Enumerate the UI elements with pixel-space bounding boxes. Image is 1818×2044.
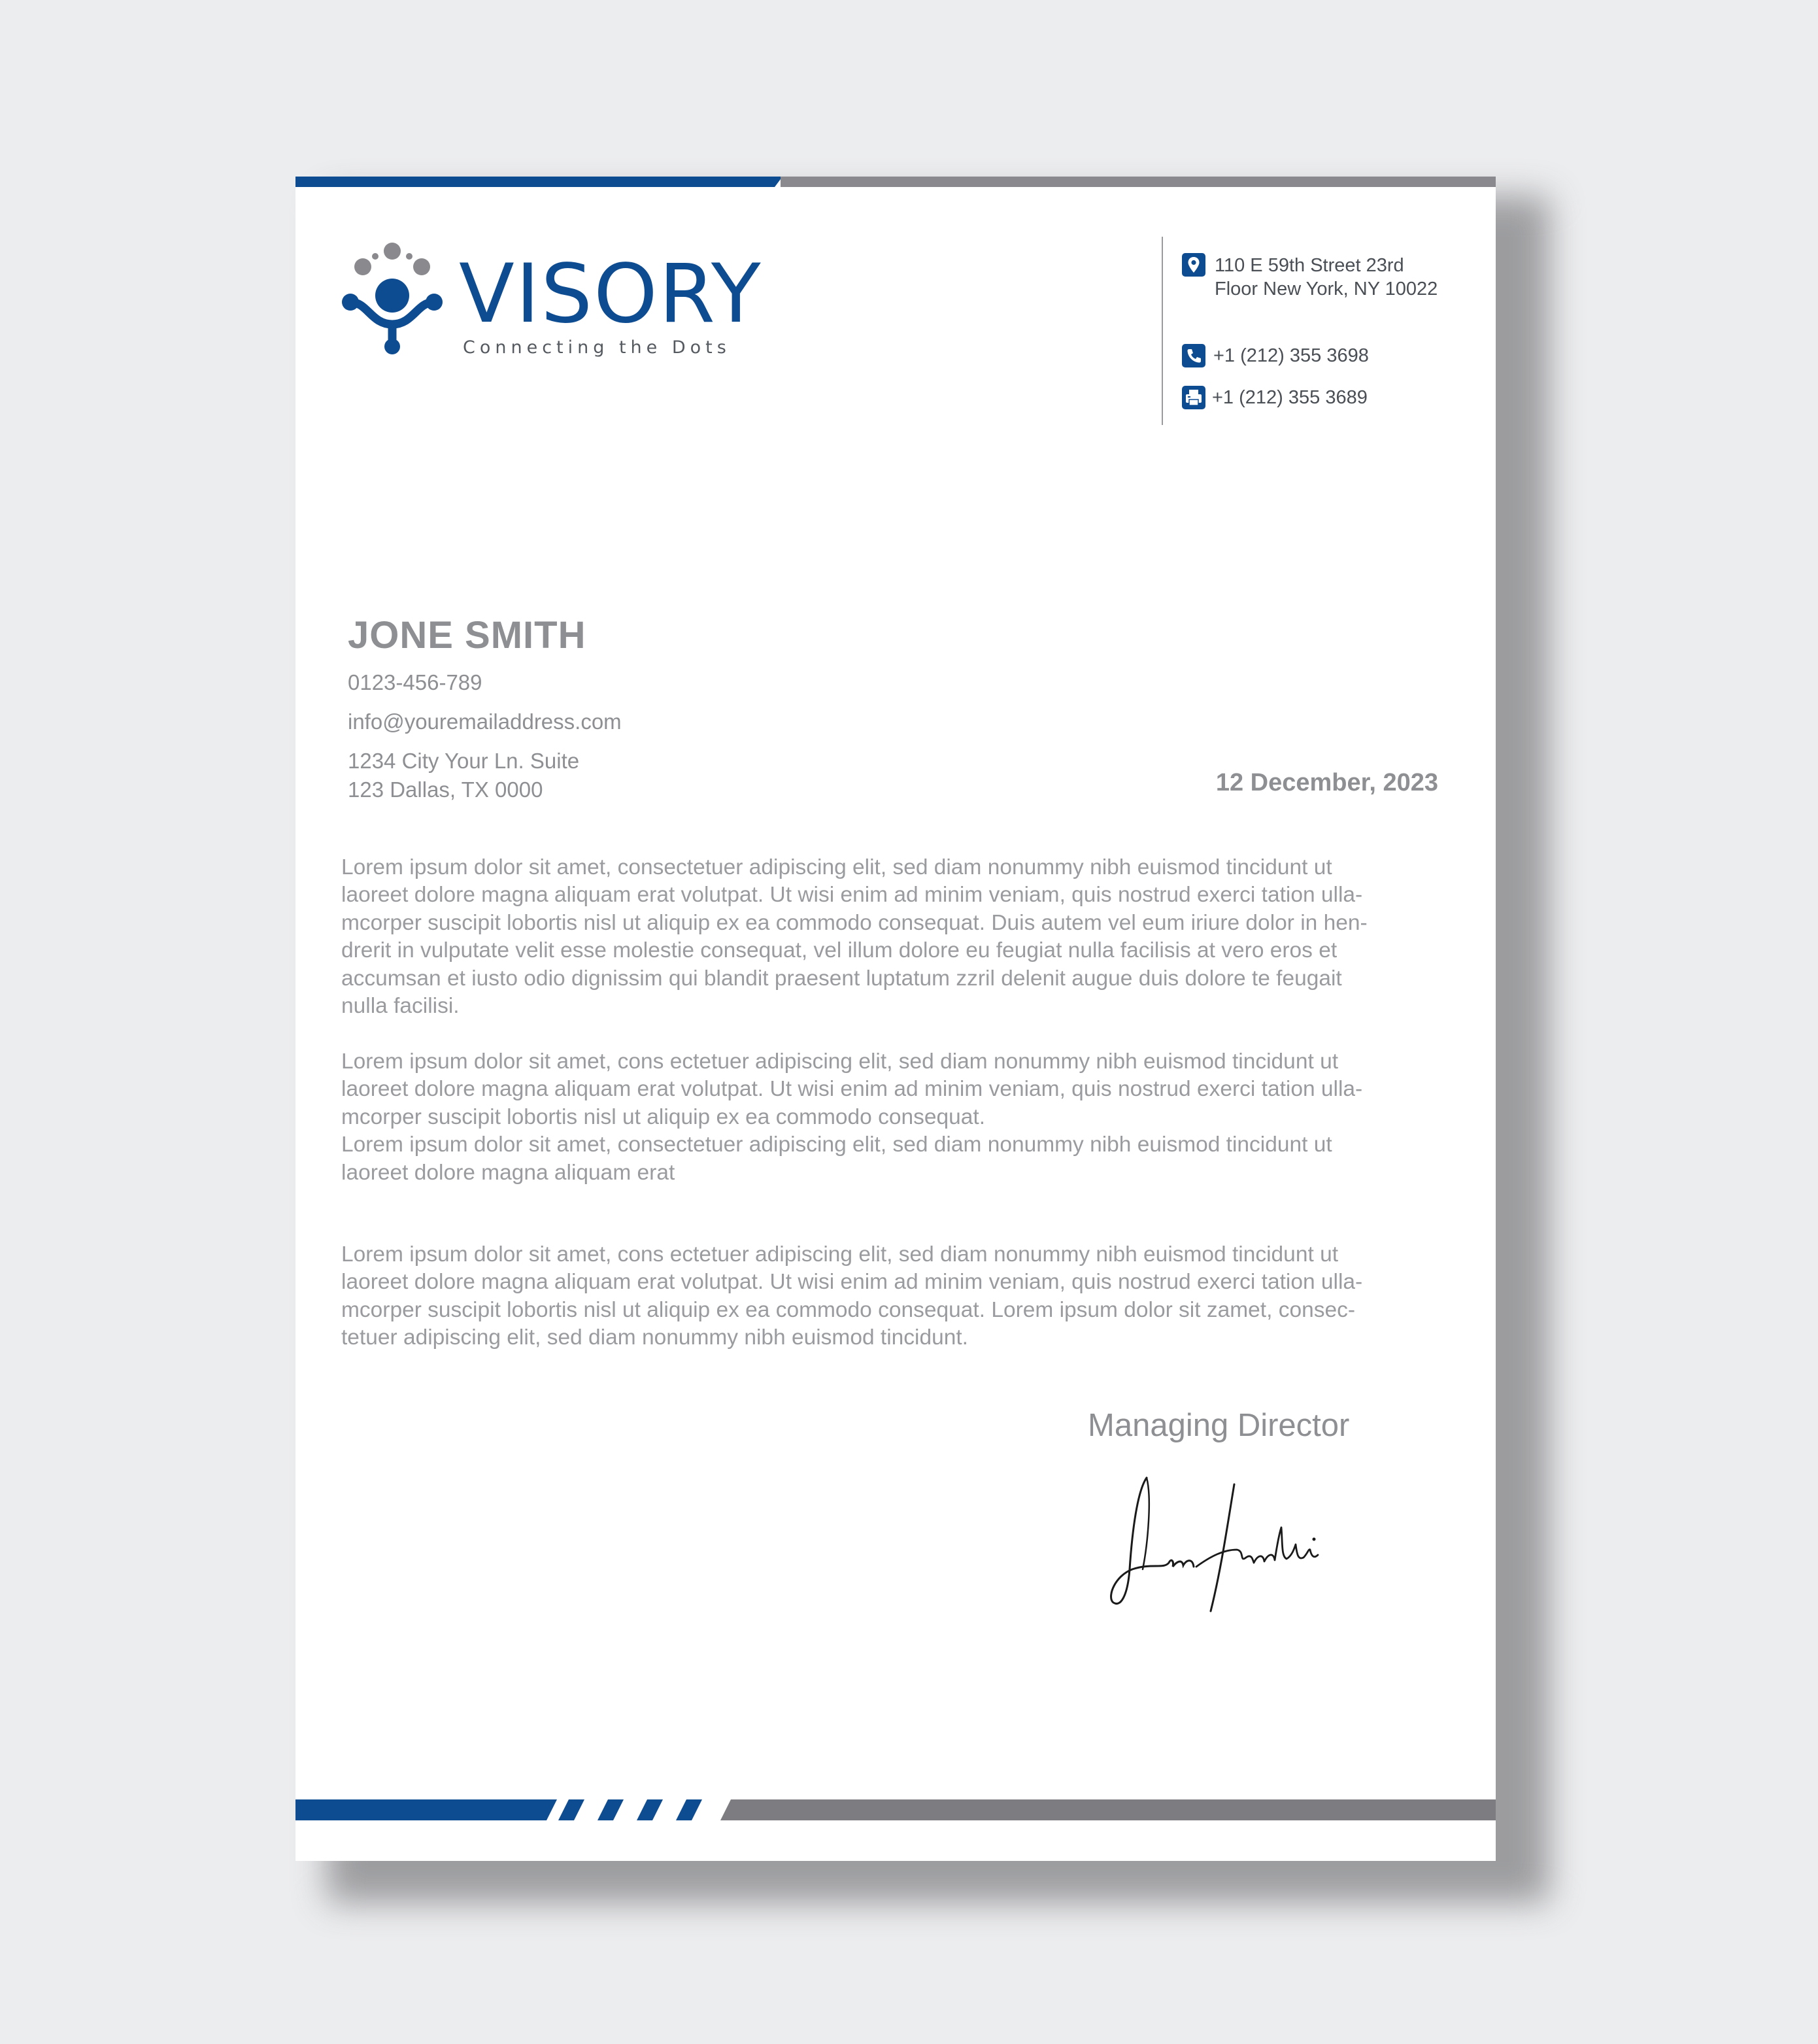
body-paragraph-2: Lorem ipsum dolor sit amet, cons ectetuer adipiscing elit, sed diam nonummy nibh euismod tincidunt ut laoreet dolore magna aliquam erat volutpat. Ut wisi enim ad minim veniam, quis nostrud exerci tation ulla- mcorper suscipit lobortis nisl ut aliquip ex ea commodo consequat. Lorem ipsum dolor sit amet, consectetuer adipiscing elit, sed diam nonummy nibh euismod tincidunt ut laoreet dolore magna aliquam erat — [341, 1049, 1363, 1185]
top-accent-bar — [295, 177, 783, 187]
contact-divider — [1162, 237, 1163, 425]
signatory-role: Managing Director — [1088, 1408, 1350, 1443]
company-address-line1: 110 E 59th Street 23rd — [1215, 255, 1404, 276]
bottom-stripe — [598, 1799, 624, 1820]
body-paragraph-1: Lorem ipsum dolor sit amet, consectetuer adipiscing elit, sed diam nonummy nibh euismod tincidunt ut laoreet dolore magna aliquam erat volutpat. Ut wisi enim ad minim veniam, quis nostrud exerci tation ulla- mcorper suscipit lobortis nisl ut aliquip ex ea commodo consequat. Duis autem vel eum iriure dolor in hen- drerit in vulputate velit esse molestie consequat, vel illum dolore eu feugiat nulla facilisis at vero eros et accumsan et iusto odio dignissim qui blandit praesent luptatum zzril delenit augue duis dolore te feugait nulla facilisi. — [341, 855, 1368, 1019]
company-fax: +1 (212) 355 3689 — [1212, 387, 1368, 408]
sender-phone: 0123-456-789 — [348, 670, 482, 694]
sender-name: JONE SMITH — [348, 614, 586, 656]
bottom-accent-bar — [295, 1799, 557, 1820]
bottom-gray-bar — [720, 1799, 1496, 1820]
visory-logo-icon — [341, 242, 446, 356]
location-pin-icon — [1182, 253, 1205, 277]
top-gray-bar — [781, 177, 1496, 187]
fax-icon — [1182, 386, 1205, 409]
company-phone: +1 (212) 355 3698 — [1213, 345, 1369, 366]
brand-name: VISORY — [459, 247, 762, 341]
sender-address-line1: 1234 City Your Ln. Suite — [348, 749, 580, 773]
bottom-stripe — [676, 1799, 702, 1820]
company-address-line2: Floor New York, NY 10022 — [1215, 279, 1438, 299]
bottom-stripe — [637, 1799, 663, 1820]
body-paragraph-3: Lorem ipsum dolor sit amet, cons ectetuer adipiscing elit, sed diam nonummy nibh euismod tincidunt ut laoreet dolore magna aliquam erat volutpat. Ut wisi enim ad minim veniam, quis nostrud exerci tation ulla- mcorper suscipit lobortis nisl ut aliquip ex ea commodo consequat. Lorem ipsum dolor sit zamet, consec- tetuer adipiscing elit, sed diam nonummy nibh euismod tincidunt. — [341, 1242, 1363, 1350]
letterhead-page — [295, 177, 1496, 1861]
letter-date: 12 December, 2023 — [1215, 769, 1438, 796]
signature-image — [1106, 1471, 1341, 1628]
phone-icon — [1182, 344, 1205, 367]
sender-address-line2: 123 Dallas, TX 0000 — [348, 777, 543, 802]
brand-tagline: Connecting the Dots — [463, 337, 731, 358]
bottom-stripe — [558, 1799, 584, 1820]
sender-email: info@youremailaddress.com — [348, 709, 622, 734]
